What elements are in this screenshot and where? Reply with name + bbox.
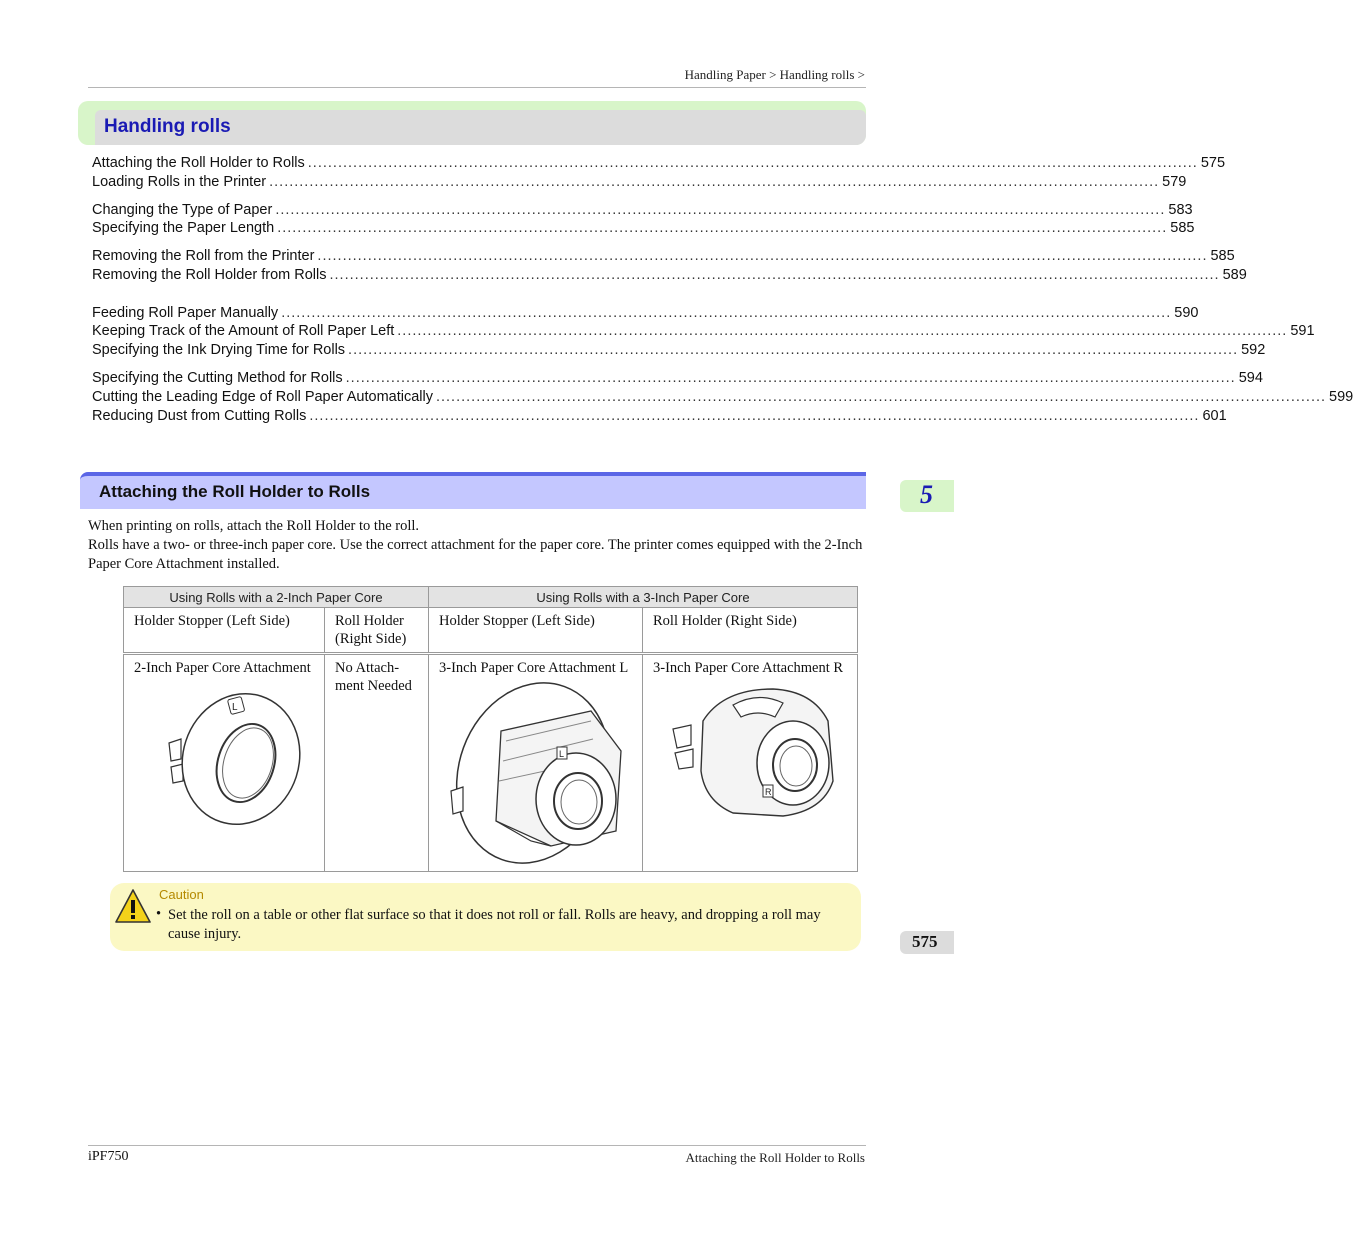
cell-text: 2-Inch Paper Core Attachment (134, 660, 311, 676)
cell-text: Holder Stopper (Left Side) (439, 613, 595, 629)
toc-item[interactable]: Feeding Roll Paper Manually ................................................................................................................................................................................. 590 (92, 305, 1199, 321)
breadcrumb: Handling Paper > Handling rolls > (684, 67, 865, 82)
toc-item-title: Attaching the Roll Holder to Rolls (92, 155, 305, 171)
three-inch-attachment-l-illustration (441, 681, 631, 871)
toc-item[interactable]: Changing the Type of Paper ................................................................................................................................................................................. 583 (92, 202, 1193, 218)
attachment-label-r: R (764, 787, 771, 797)
caution-text: Set the roll on a table or other flat surface so that it does not roll or fall. Rolls are heavy, and dropping a roll may cause injury. (168, 907, 821, 942)
attachment-label-l: L (558, 749, 564, 759)
cell-text: 3-Inch Paper Core Attachment R (653, 660, 844, 676)
attachment-label-l: L (232, 702, 238, 713)
two-inch-attachment-illustration (149, 681, 299, 831)
toc-item-page: 585 (1170, 220, 1195, 236)
table-cell (124, 654, 325, 872)
toc-item-title: Keeping Track of the Amount of Roll Paper Left (92, 323, 395, 339)
footer-section: Attaching the Roll Holder to Rolls (685, 1150, 865, 1165)
core-paragraph: Rolls have a two- or three-inch paper core. Use the correct attachment for the paper core. The printer comes equipped with the 2-Inch Paper Core Attachment installed. (88, 537, 863, 572)
toc-item-title: Removing the Roll from the Printer (92, 248, 315, 264)
table-cell (325, 654, 429, 872)
toc-item[interactable]: Loading Rolls in the Printer ................................................................................................................................................................................. 579 (92, 174, 1187, 190)
table-header-3inch: Using Rolls with a 3-Inch Paper Core (429, 587, 858, 608)
toc-item-title: Removing the Roll Holder from Rolls (92, 267, 327, 283)
toc-item[interactable]: Specifying the Cutting Method for Rolls ................................................................................................................................................................................. 594 (92, 370, 1263, 386)
table-cell (124, 608, 325, 654)
toc-item-title: Cutting the Leading Edge of Roll Paper Automatically (92, 389, 433, 405)
footer-model: iPF750 (88, 1149, 129, 1164)
bullet: • (156, 906, 162, 922)
toc-item-title: Specifying the Paper Length (92, 220, 275, 236)
toc-item-page: 591 (1290, 323, 1315, 339)
toc-item-title: Loading Rolls in the Printer (92, 174, 267, 190)
toc-item[interactable]: Specifying the Ink Drying Time for Rolls ................................................................................................................................................................................. 592 (92, 342, 1266, 358)
table-cell (325, 608, 429, 654)
toc-item-page: 592 (1241, 342, 1266, 358)
three-inch-attachment-r-illustration (663, 681, 838, 826)
toc-item[interactable]: Keeping Track of the Amount of Roll Paper Left ................................................................................................................................................................................. 591 (92, 323, 1315, 339)
toc-item-page: 585 (1210, 248, 1235, 264)
cell-text: Holder Stopper (Left Side) (134, 613, 290, 629)
toc-item-page: 583 (1168, 202, 1193, 218)
toc-item-title: Changing the Type of Paper (92, 202, 273, 218)
header-rule (88, 87, 866, 88)
section-title: Handling rolls (104, 116, 231, 137)
table-cell (429, 608, 643, 654)
warning-icon (114, 886, 152, 926)
toc-item[interactable]: Removing the Roll from the Printer ................................................................................................................................................................................. 585 (92, 248, 1235, 264)
toc-item-title: Specifying the Ink Drying Time for Rolls (92, 342, 346, 358)
footer-rule (88, 1145, 866, 1146)
subsection-title: Attaching the Roll Holder to Rolls (99, 482, 371, 501)
chapter-number: 5 (920, 480, 933, 509)
toc-item-page: 601 (1202, 408, 1227, 424)
toc-item-page: 594 (1238, 370, 1263, 386)
toc-item[interactable]: Specifying the Paper Length ................................................................................................................................................................................. 585 (92, 220, 1195, 236)
toc-item[interactable]: Reducing Dust from Cutting Rolls ................................................................................................................................................................................. 601 (92, 408, 1227, 424)
page-number: 575 (912, 932, 938, 951)
cell-text: Roll Holder (Right Side) (653, 613, 797, 629)
toc-item-title: Specifying the Cutting Method for Rolls (92, 370, 343, 386)
toc-item-page: 589 (1222, 267, 1247, 283)
toc-item[interactable]: Attaching the Roll Holder to Rolls ................................................................................................................................................................................. 575 (92, 155, 1226, 171)
toc-item-page: 590 (1174, 305, 1199, 321)
cell-text: No Attach-ment Needed (335, 660, 412, 694)
toc-item-page: 575 (1200, 155, 1226, 171)
table-header-2inch: Using Rolls with a 2-Inch Paper Core (124, 587, 429, 608)
cell-text: Roll Holder (Right Side) (335, 613, 407, 647)
caution-label: Caution (159, 887, 204, 902)
toc-item-page: 579 (1162, 174, 1187, 190)
toc-item[interactable]: Removing the Roll Holder from Rolls ................................................................................................................................................................................. 589 (92, 267, 1247, 283)
table-cell (643, 608, 858, 654)
cell-text: 3-Inch Paper Core Attachment L (439, 660, 629, 676)
toc-item[interactable]: Cutting the Leading Edge of Roll Paper Automatically ................................................................................................................................................................................. 599 (92, 389, 1353, 405)
toc-item-title: Reducing Dust from Cutting Rolls (92, 408, 307, 424)
table-cell (643, 654, 858, 872)
toc-item-page: 599 (1329, 389, 1353, 405)
roll-attachment-table (123, 586, 858, 872)
intro-paragraph: When printing on rolls, attach the Roll Holder to the roll. (88, 518, 420, 534)
table-cell (429, 654, 643, 872)
toc-item-title: Feeding Roll Paper Manually (92, 305, 279, 321)
